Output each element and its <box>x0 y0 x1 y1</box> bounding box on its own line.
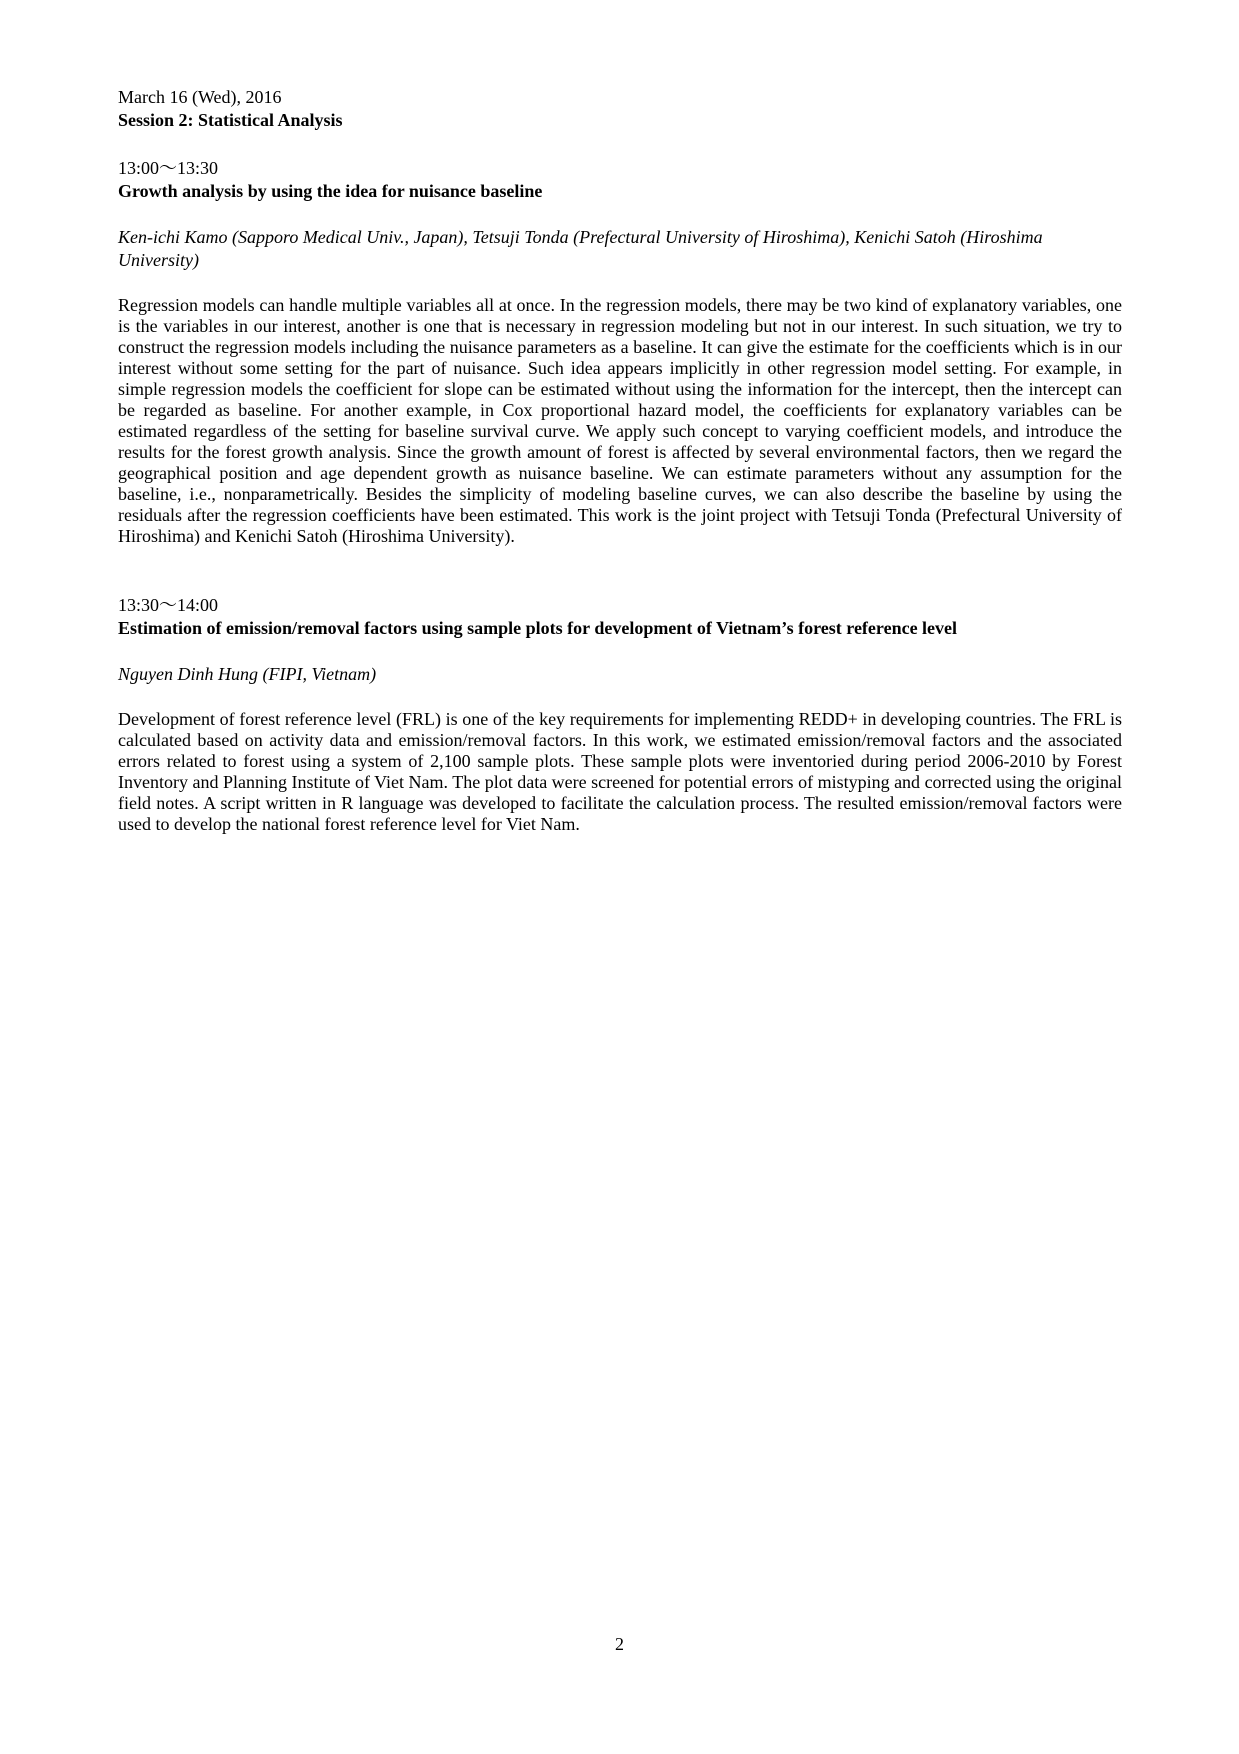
talk-authors: Nguyen Dinh Hung (FIPI, Vietnam) <box>118 664 377 684</box>
talk-2 <box>118 594 1122 835</box>
talk-1 <box>118 157 1122 547</box>
talk-time: 13:30〜14:00 <box>118 595 219 615</box>
session-title: Session 2: Statistical Analysis <box>118 110 343 130</box>
talk-title: Growth analysis by using the idea for nuisance baseline <box>118 181 543 201</box>
talk-time: 13:00〜13:30 <box>118 158 219 178</box>
talk-abstract: Development of forest reference level (FRL) is one of the key requirements for implementing REDD+ in developing countries. The FRL is calculated based on activity data and emission/removal factors. In this work, we estimated emission/removal factors and the associated errors related to forest using a system of 2,100 sample plots. These sample plots were inventoried during period 2006-2010 by Forest Inventory and Planning Institute of Viet Nam. The plot data were screened for potential errors of mistyping and corrected using the original field notes. A script written in R language was developed to facilitate the calculation process. The resulted emission/removal factors were used to develop the national forest reference level for Viet Nam. <box>118 709 1122 834</box>
talk-authors: Ken-ichi Kamo (Sapporo Medical Univ., Japan), Tetsuji Tonda (Prefectural University of Hiroshima), Kenichi Satoh (Hiroshima University) <box>118 227 1043 270</box>
talk-abstract: Regression models can handle multiple variables all at once. In the regression models, there may be two kind of explanatory variables, one is the variables in our interest, another is one that is necessary in regression modeling but not in our interest. In such situation, we try to construct the regression models including the nuisance parameters as a baseline. It can give the estimate for the coefficients which is in our interest without some setting for the part of nuisance. Such idea appears implicitly in other regression model setting. For example, in simple regression models the coefficient for slope can be estimated without using the information for the intercept, then the intercept can be regarded as baseline. For another example, in Cox proportional hazard model, the coefficients for explanatory variables can be estimated regardless of the setting for baseline survival curve. We apply such concept to varying coefficient models, and introduce the results for the forest growth analysis. Since the growth amount of forest is affected by several environmental factors, then we regard the geographical position and age dependent growth as nuisance baseline. We can estimate parameters without any assumption for the baseline, i.e., nonparametrically. Besides the simplicity of modeling baseline curves, we can also describe the baseline by using the residuals after the regression coefficients have been estimated. This work is the joint project with Tetsuji Tonda (Prefectural University of Hiroshima) and Kenichi Satoh (Hiroshima University). <box>118 295 1122 546</box>
talk-title: Estimation of emission/removal factors using sample plots for development of Vietnam’s forest reference level <box>118 618 958 638</box>
document-page <box>118 86 1122 835</box>
page-number: 2 <box>615 1634 624 1654</box>
session-date: March 16 (Wed), 2016 <box>118 87 282 107</box>
